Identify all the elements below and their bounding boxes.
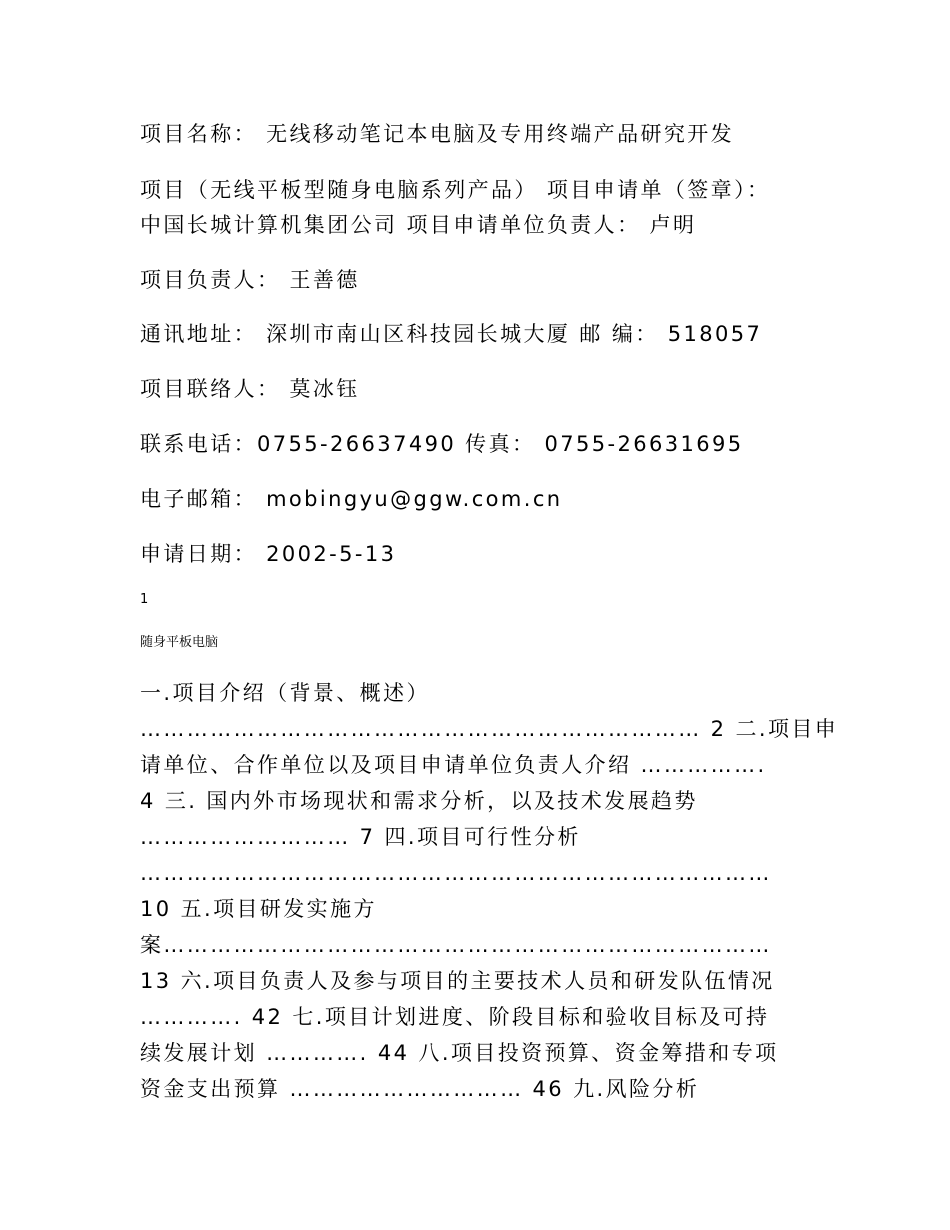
project-title-line-2: 中国长城计算机集团公司 项目申请单位负责人： 卢明 — [140, 213, 697, 237]
contact-person-line: 项目联络人： 莫冰钰 — [140, 377, 360, 401]
toc-line: ……………………………………………………………………… — [140, 861, 772, 885]
toc-line: 请单位、合作单位以及项目申请单位负责人介绍 ……………. — [140, 753, 767, 777]
toc-line: …………. 42 七.项目计划进度、阶段目标和验收目标及可持 — [140, 1005, 770, 1029]
toc-line: ……………………………………………………………… 2 二.项目申 — [140, 717, 839, 741]
toc-line: 13 六.项目负责人及参与项目的主要技术人员和研发队伍情况 — [140, 969, 775, 993]
toc-line: 资金支出预算 ………………………… 46 九.风险分析 — [140, 1077, 700, 1101]
project-title-line-1: 项目（无线平板型随身电脑系列产品） 项目申请单（签章）： — [140, 178, 771, 202]
toc-line: 案…………………………………………………………………… — [140, 933, 772, 957]
project-leader-line: 项目负责人： 王善德 — [140, 268, 360, 292]
page-number: 1 — [140, 592, 149, 607]
toc-line: 续发展计划 …………. 44 八.项目投资预算、资金筹措和专项 — [140, 1041, 779, 1065]
toc-line: 10 五.项目研发实施方 — [140, 897, 377, 921]
email-line: 电子邮箱： mobingyu@ggw.com.cn — [140, 487, 563, 511]
address-line: 通讯地址： 深圳市南山区科技园长城大厦 邮 编： 518057 — [140, 322, 763, 346]
phone-fax-line: 联系电话：0755-26637490 传真： 0755-26631695 — [140, 432, 744, 456]
toc-line: 一.项目介绍（背景、概述） — [140, 681, 430, 705]
toc-line: ……………………… 7 四.项目可行性分析 — [140, 825, 581, 849]
application-date-line: 申请日期： 2002-5-13 — [140, 542, 397, 566]
running-header: 随身平板电脑 — [140, 635, 219, 650]
toc-line: 4 三. 国内外市场现状和需求分析，以及技术发展趋势 — [140, 789, 698, 813]
project-name-line: 项目名称： 无线移动笔记本电脑及专用终端产品研究开发 — [140, 122, 735, 146]
